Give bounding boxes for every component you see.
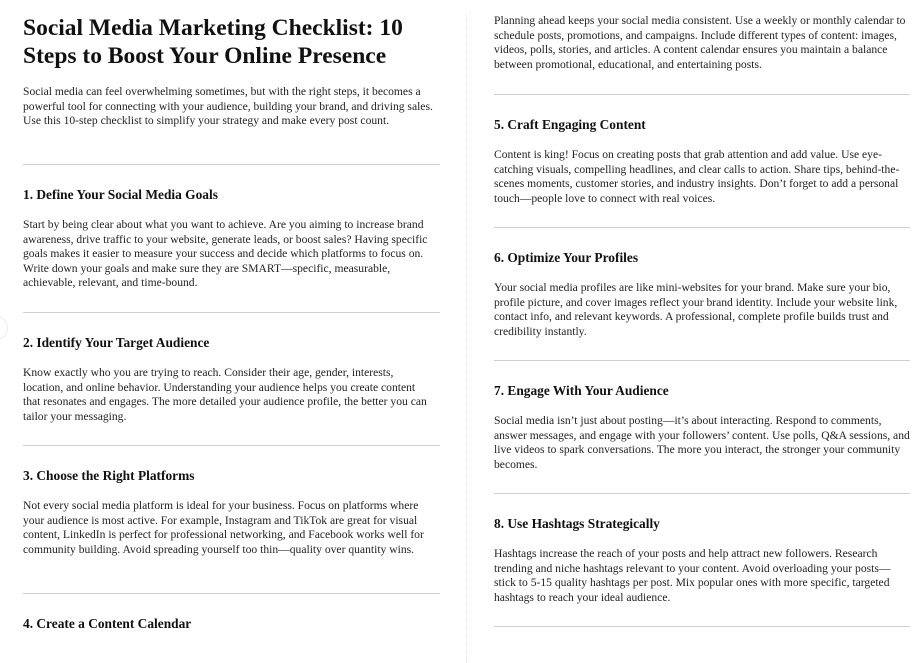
page-divider xyxy=(466,14,467,663)
section-divider xyxy=(494,227,910,228)
intro-paragraph: Social media can feel overwhelming sometimes, but with the right steps, it becomes a powerful tool for connecting with your audience, building your brand, and driving sales. Use this 10-step checklist to simplify your strategy and make every post count. xyxy=(23,85,433,128)
section-divider xyxy=(494,493,910,494)
step-1-heading: 1. Define Your Social Media Goals xyxy=(23,187,218,202)
step-8-body: Hashtags increase the reach of your posts and help attract new followers. Research trending and niche hashtags relevant to your content. Avoid overloading your posts—stick to 5-15 quality hashtags per post. Mix popular ones with more specific, targeted hashtags to reach your ideal audience. xyxy=(494,547,891,604)
step-3-body: Not every social media platform is ideal for your business. Focus on platforms where your audience is most active. For example, Instagram and TikTok are great for visual content, LinkedIn is perfect for professional networking, and Facebook works well for community building. Avoid spreading yourself too thin—quality over quantity wins. xyxy=(23,499,424,556)
step-8-heading: 8. Use Hashtags Strategically xyxy=(494,516,660,531)
section-divider xyxy=(494,94,910,95)
page-edge-decoration xyxy=(0,316,8,340)
step-7-heading: 7. Engage With Your Audience xyxy=(494,383,669,398)
document-title: Social Media Marketing Checklist: 10 Steps to Boost Your Online Presence xyxy=(23,15,403,69)
step-6-heading: 6. Optimize Your Profiles xyxy=(494,250,639,265)
step-5-heading: 5. Craft Engaging Content xyxy=(494,117,646,132)
step-2-body: Know exactly who you are trying to reach. Consider their age, gender, interests, location, and online behavior. Understanding your audience helps you create content that resonates and engages. The more detailed your audience profile, the better you can tailor your messaging. xyxy=(23,366,427,423)
section-divider xyxy=(23,445,440,446)
step-3-heading: 3. Choose the Right Platforms xyxy=(23,468,195,483)
step-6-body: Your social media profiles are like mini-websites for your brand. Make sure your bio, profile picture, and cover images reflect your brand identity. Include your website link, contact info, and relevant keywords. A professional, complete profile builds trust and credibility instantly. xyxy=(494,281,898,338)
section-divider xyxy=(23,593,440,594)
step-1-body: Start by being clear about what you want to achieve. Are you aiming to increase brand awareness, drive traffic to your website, generate leads, or boost sales? Having specific goals makes it easier to measure your success and decide which platforms to focus on. Write down your goals and make sure they are SMART—specific, measurable, achievable, relevant, and time-bound. xyxy=(23,218,428,290)
section-divider xyxy=(494,360,910,361)
step-4-heading: 4. Create a Content Calendar xyxy=(23,616,192,631)
section-divider xyxy=(23,164,440,165)
step-4-body: Planning ahead keeps your social media consistent. Use a weekly or monthly calendar to schedule posts, promotions, and campaigns. Include different types of content: images, videos, polls, stories, and articles. A content calendar ensures you maintain a balance between promotional, educational, and entertaining posts. xyxy=(494,14,906,71)
step-7-body: Social media isn’t just about posting—it’s about interacting. Respond to comments, answer messages, and engage with your followers’ content. Use polls, Q&A sessions, and live videos to spark conversations. The more you interact, the stronger your community becomes. xyxy=(494,414,910,471)
step-5-body: Content is king! Focus on creating posts that grab attention and add value. Use eye-catching visuals, compelling headlines, and clear calls to action. Share tips, behind-the-scenes moments, customer stories, and industry insights. Don’t forget to add a personal touch—people love to connect with real voices. xyxy=(494,148,900,205)
section-divider xyxy=(23,312,440,313)
step-2-heading: 2. Identify Your Target Audience xyxy=(23,335,210,350)
section-divider xyxy=(494,626,910,627)
